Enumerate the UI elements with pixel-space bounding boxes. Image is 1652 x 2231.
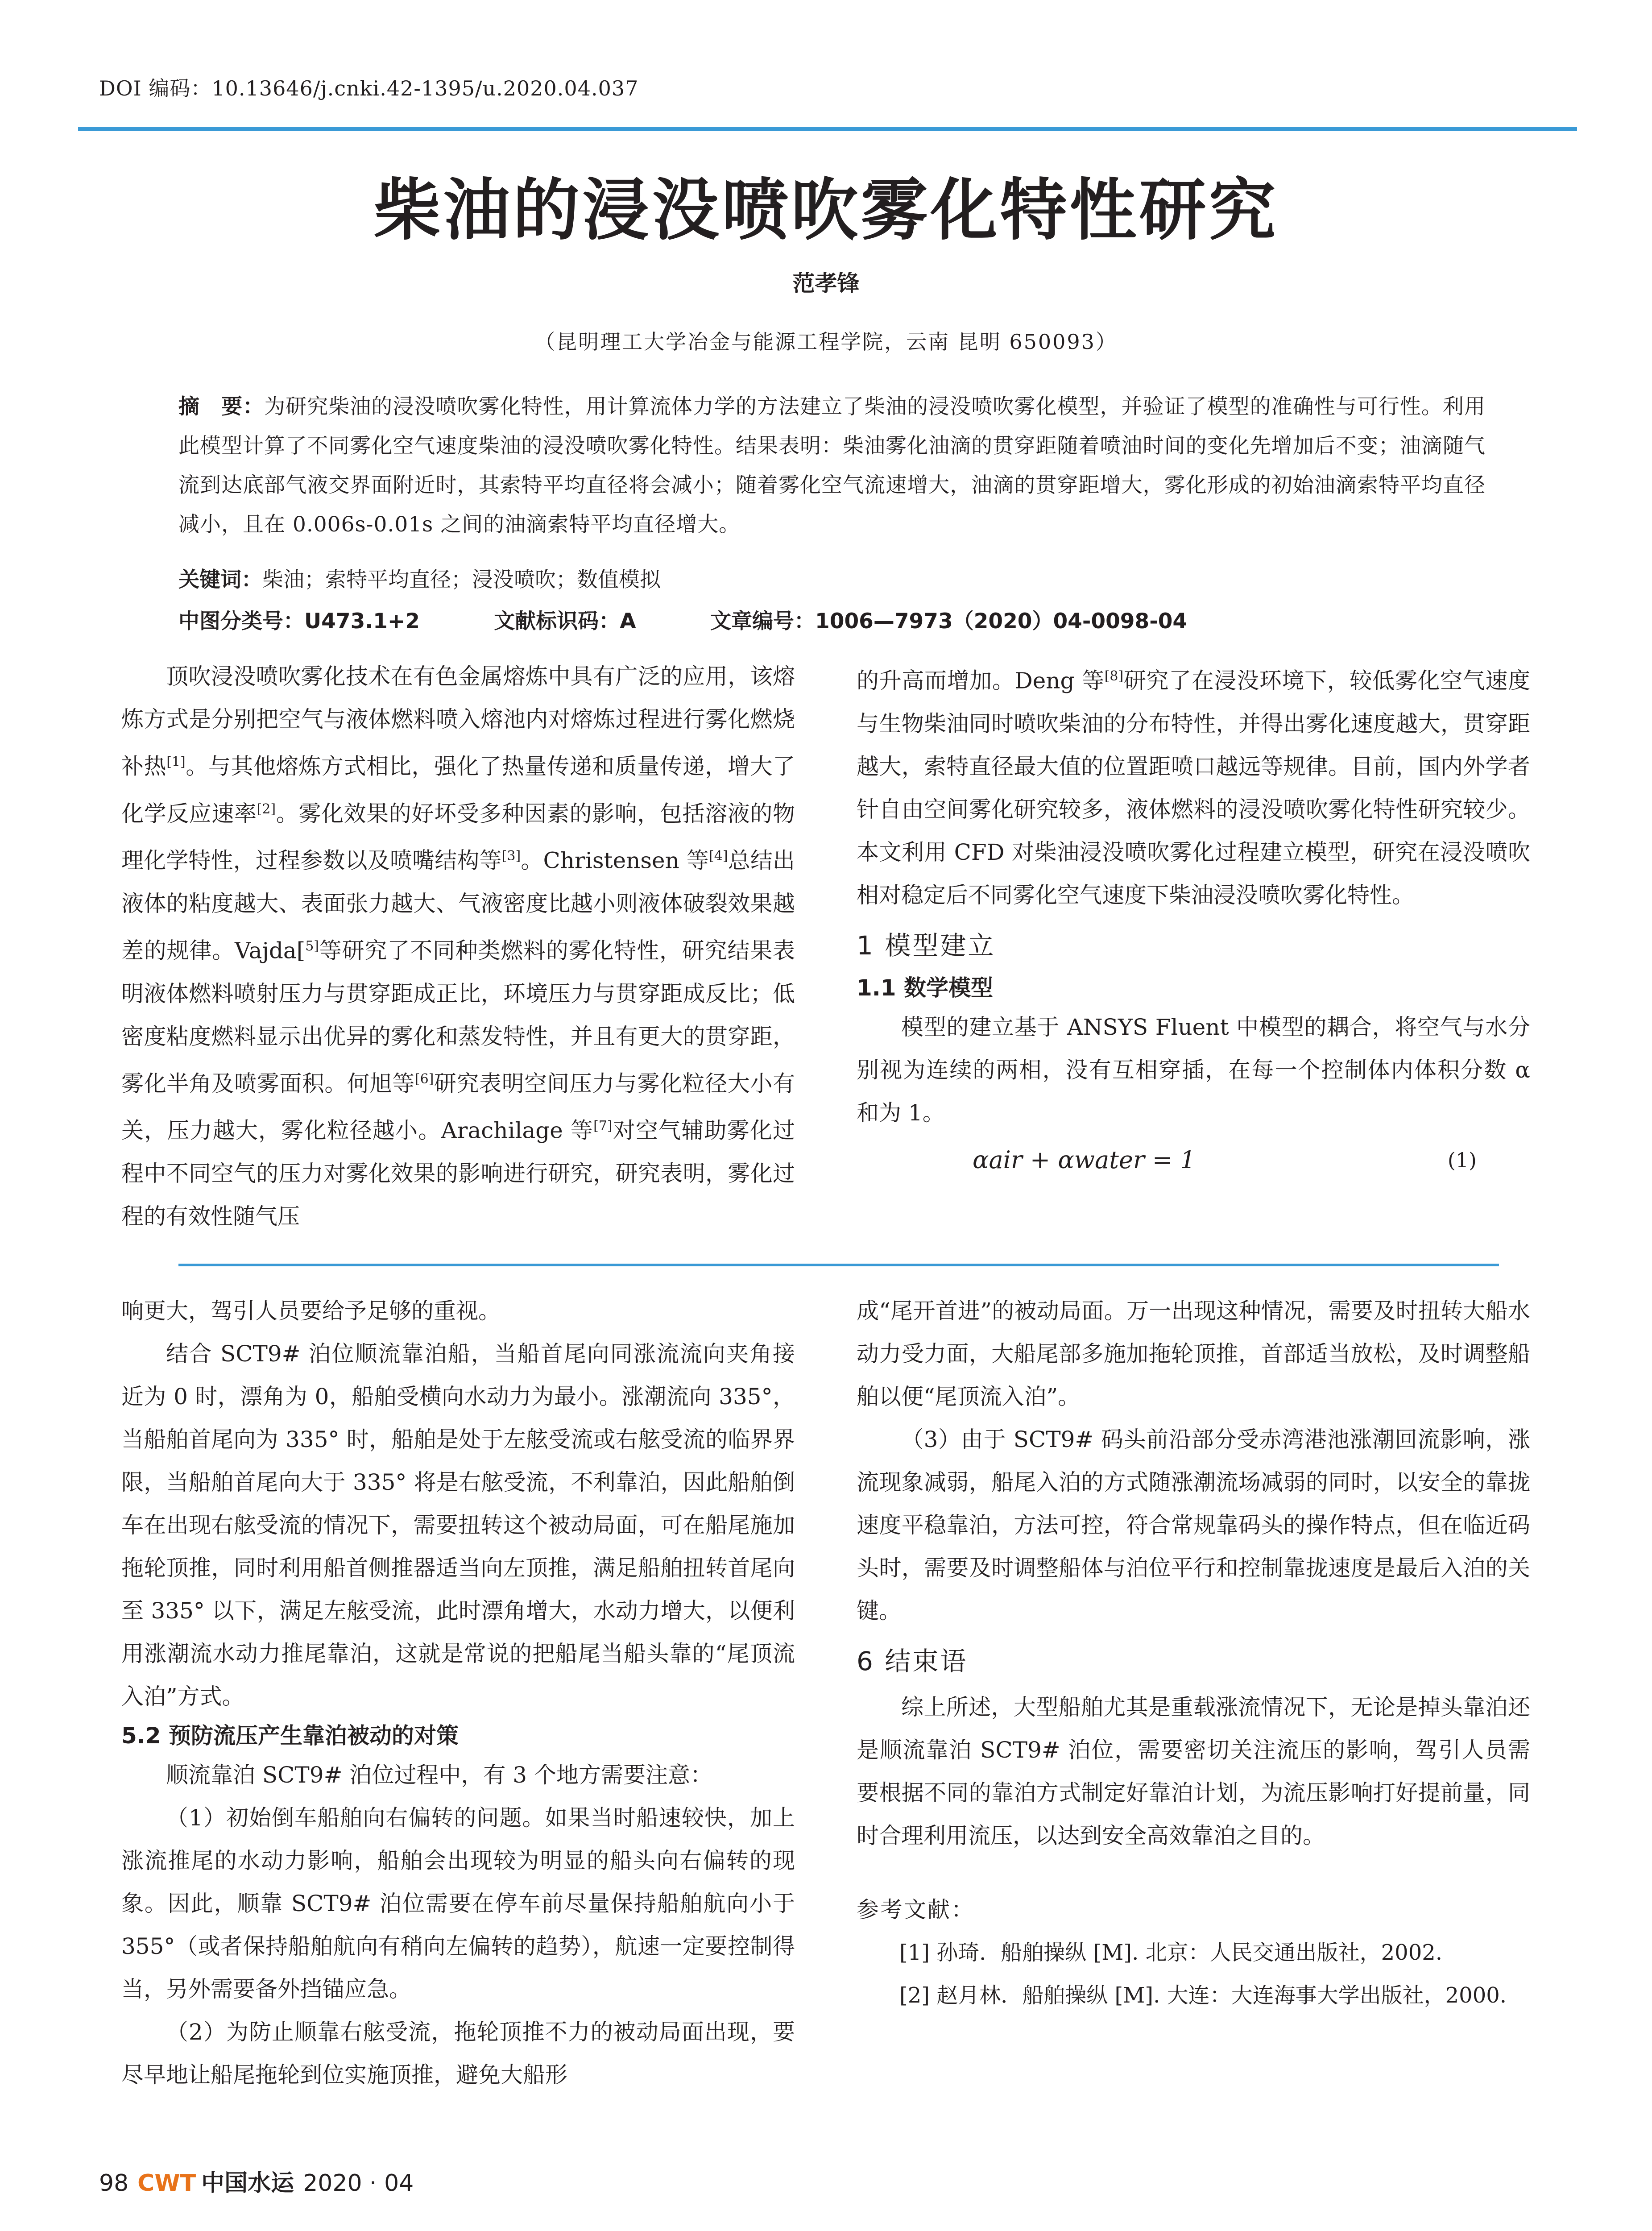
keywords-label: 关键词： xyxy=(178,568,262,592)
cwt-logo: CWT xyxy=(137,2170,196,2197)
subsection-heading-5-2: 5.2 预防流压产生靠泊被动的对策 xyxy=(121,1723,459,1749)
body-paragraph: （1）初始倒车船舶向右偏转的问题。如果当时船速较快，加上涨流推尾的水动力影响，船舶会出现较为明显的船头向右偏转的现象。因此，顺靠 SCT9# 泊位需要在停车前尽量保持船舶航向小于 355°（或者保持船舶航向有稍向左偏转的趋势），航速一定要控制得当，另外需要备外挡锚应急。 xyxy=(121,1805,795,2002)
column-1 xyxy=(121,655,795,1238)
section-heading-1: 1 模型建立 xyxy=(857,930,996,961)
reference-item: [2] 赵月林．船舶操纵 [M]. 大连：大连海事大学出版社，2000. xyxy=(899,1983,1507,2008)
section-heading-6: 6 结束语 xyxy=(857,1646,968,1676)
author: 范孝锋 xyxy=(792,270,860,296)
keywords xyxy=(178,563,661,593)
page-footer xyxy=(99,2164,414,2198)
issue-label: 2020 · 04 xyxy=(303,2170,414,2197)
classification-line xyxy=(178,605,1254,634)
body-paragraph: 成“尾开首进”的被动局面。万一出现这种情况，需要及时扭转大船水动力受力面，大船尾部多施加拖轮顶推，首部适当放松，及时调整船舶以便“尾顶流入泊”。 xyxy=(857,1298,1530,1410)
affiliation: （昆明理工大学冶金与能源工程学院，云南 昆明 650093） xyxy=(534,330,1118,354)
abstract xyxy=(178,387,1486,544)
equation-1 xyxy=(857,1134,1530,1183)
column-4 xyxy=(857,1290,1530,2017)
page-number: 98 xyxy=(99,2170,129,2197)
magazine-name: 中国水运 xyxy=(201,2170,294,2197)
header-rule xyxy=(78,127,1577,131)
column-3 xyxy=(121,1290,795,2096)
body-paragraph: 模型的建立基于 ANSYS Fluent 中模型的耦合，将空气与水分别视为连续的两相，没有互相穿插，在每一个控制体内体积分数 α 和为 1。 xyxy=(857,1014,1530,1126)
body-paragraph: 顺流靠泊 SCT9# 泊位过程中，有 3 个地方需要注意： xyxy=(166,1762,712,1788)
keywords-text: 柴油；索特平均直径；浸没喷吹；数值模拟 xyxy=(262,568,661,592)
body-paragraph: （3）由于 SCT9# 码头前沿部分受赤湾港池涨潮回流影响，涨流现象减弱，船尾入泊的方式随涨潮流场减弱的同时，以安全的靠拢速度平稳靠泊，方法可控，符合常规靠码头的操作特点，但在临近码头时，需要及时调整船体与泊位平行和控制靠拢速度是最后入泊的关键。 xyxy=(857,1427,1530,1624)
subsection-heading-1-1: 1.1 数学模型 xyxy=(857,975,993,1001)
section-rule xyxy=(178,1264,1499,1266)
body-paragraph: （2）为防止顺靠右舷受流，拖轮顶推不力的被动局面出现，要尽早地让船尾拖轮到位实施顶推，避免大船形 xyxy=(121,2019,795,2088)
equation-body: αair + αwater = 1 xyxy=(973,1145,1196,1174)
article-number: 文章编号：1006—7973（2020）04-0098-04 xyxy=(710,609,1188,634)
body-paragraph: 结合 SCT9# 泊位顺流靠泊船，当船首尾向同涨流流向夹角接近为 0 时，漂角为 0，船舶受横向水动力为最小。涨潮流向 335°，当船舶首尾向为 335° 时，船舶是处于左舷受流或右舷受流的临界界限，当船舶首尾向大于 335° 将是右舷受流，不利靠泊，因此船舶倒车在出现右舷受流的情况下，需要扭转这个被动局面，可在船尾施加拖轮顶推，同时利用船首侧推器适当向左顶推，满足船舶扭转首尾向至 335° 以下，满足左舷受流，此时漂角增大，水动力增大，以便利用涨潮流水动力推尾靠泊，这就是常说的把船尾当船头靠的“尾顶流入泊”方式。 xyxy=(121,1341,795,1709)
abstract-text: 为研究柴油的浸没喷吹雾化特性，用计算流体力学的方法建立了柴油的浸没喷吹雾化模型，并验证了模型的准确性与可行性。利用此模型计算了不同雾化空气速度柴油的浸没喷吹雾化特性。结果表明：柴油雾化油滴的贯穿距随着喷油时间的变化先增加后不变；油滴随气流到达底部气液交界面附近时，其索特平均直径将会减小；随着雾化空气流速增大，油滴的贯穿距增大，雾化形成的初始油滴索特平均直径减小，且在 0.006s-0.01s 之间的油滴索特平均直径增大。 xyxy=(178,394,1486,537)
clc-number: 中图分类号：U473.1+2 xyxy=(178,609,420,634)
body-paragraph: 的升高而增加。Deng 等[8]研究了在浸没环境下，较低雾化空气速度与生物柴油同时喷吹柴油的分布特性，并得出雾化速度越大，贯穿距越大，索特直径最大值的位置距喷口越远等规律。目前，国内外学者针自由空间雾化研究较多，液体燃料的浸没喷吹雾化特性研究较少。本文利用 CFD 对柴油浸没喷吹雾化过程建立模型，研究在浸没喷吹相对稳定后不同雾化空气速度下柴油浸没喷吹雾化特性。 xyxy=(857,668,1530,908)
body-paragraph: 响更大，驾引人员要给予足够的重视。 xyxy=(121,1298,501,1324)
doi-line: DOI 编码：10.13646/j.cnki.42-1395/u.2020.04.037 xyxy=(99,76,639,100)
equation-number: (1) xyxy=(1447,1148,1477,1172)
reference-item: [1] 孙琦．船舶操纵 [M]. 北京：人民交通出版社，2002. xyxy=(899,1940,1443,1965)
document-code: 文献标识码：A xyxy=(494,609,636,634)
article-title: 柴油的浸没喷吹雾化特性研究 xyxy=(373,171,1279,249)
column-2 xyxy=(857,655,1530,1183)
references-heading: 参考文献： xyxy=(857,1897,975,1923)
body-paragraph: 综上所述，大型船舶尤其是重载涨流情况下，无论是掉头靠泊还是顺流靠泊 SCT9# 泊位，需要密切关注流压的影响，驾引人员需要根据不同的靠泊方式制定好靠泊计划，为流压影响打好提前量，同时合理利用流压，以达到安全高效靠泊之目的。 xyxy=(857,1694,1530,1849)
abstract-label: 摘 要： xyxy=(178,394,265,419)
body-paragraph: 顶吹浸没喷吹雾化技术在有色金属熔炼中具有广泛的应用，该熔炼方式是分别把空气与液体燃料喷入熔池内对熔炼过程进行雾化燃烧补热[1]。与其他熔炼方式相比，强化了热量传递和质量传递，增大了化学反应速率[2]。雾化效果的好坏受多种因素的影响，包括溶液的物理化学特性，过程参数以及喷嘴结构等[3]。Christensen 等[4]总结出液体的粘度越大、表面张力越大、气液密度比越小则液体破裂效果越差的规律。Vajda[$^{5]}$等研究了不同种类燃料的雾化特性，研究结果表明液体燃料喷射压力与贯穿距成正比，环境压力与贯穿距成反比；低密度粘度燃料显示出优异的雾化和蒸发特性，并且有更大的贯穿距，雾化半角及喷雾面积。何旭等[6]研究表明空间压力与雾化粒径大小有关，压力越大，雾化粒径越小。Arachilage 等[7]对空气辅助雾化过程中不同空气的压力对雾化效果的影响进行研究，研究表明，雾化过程的有效性随气压 xyxy=(121,663,795,1229)
